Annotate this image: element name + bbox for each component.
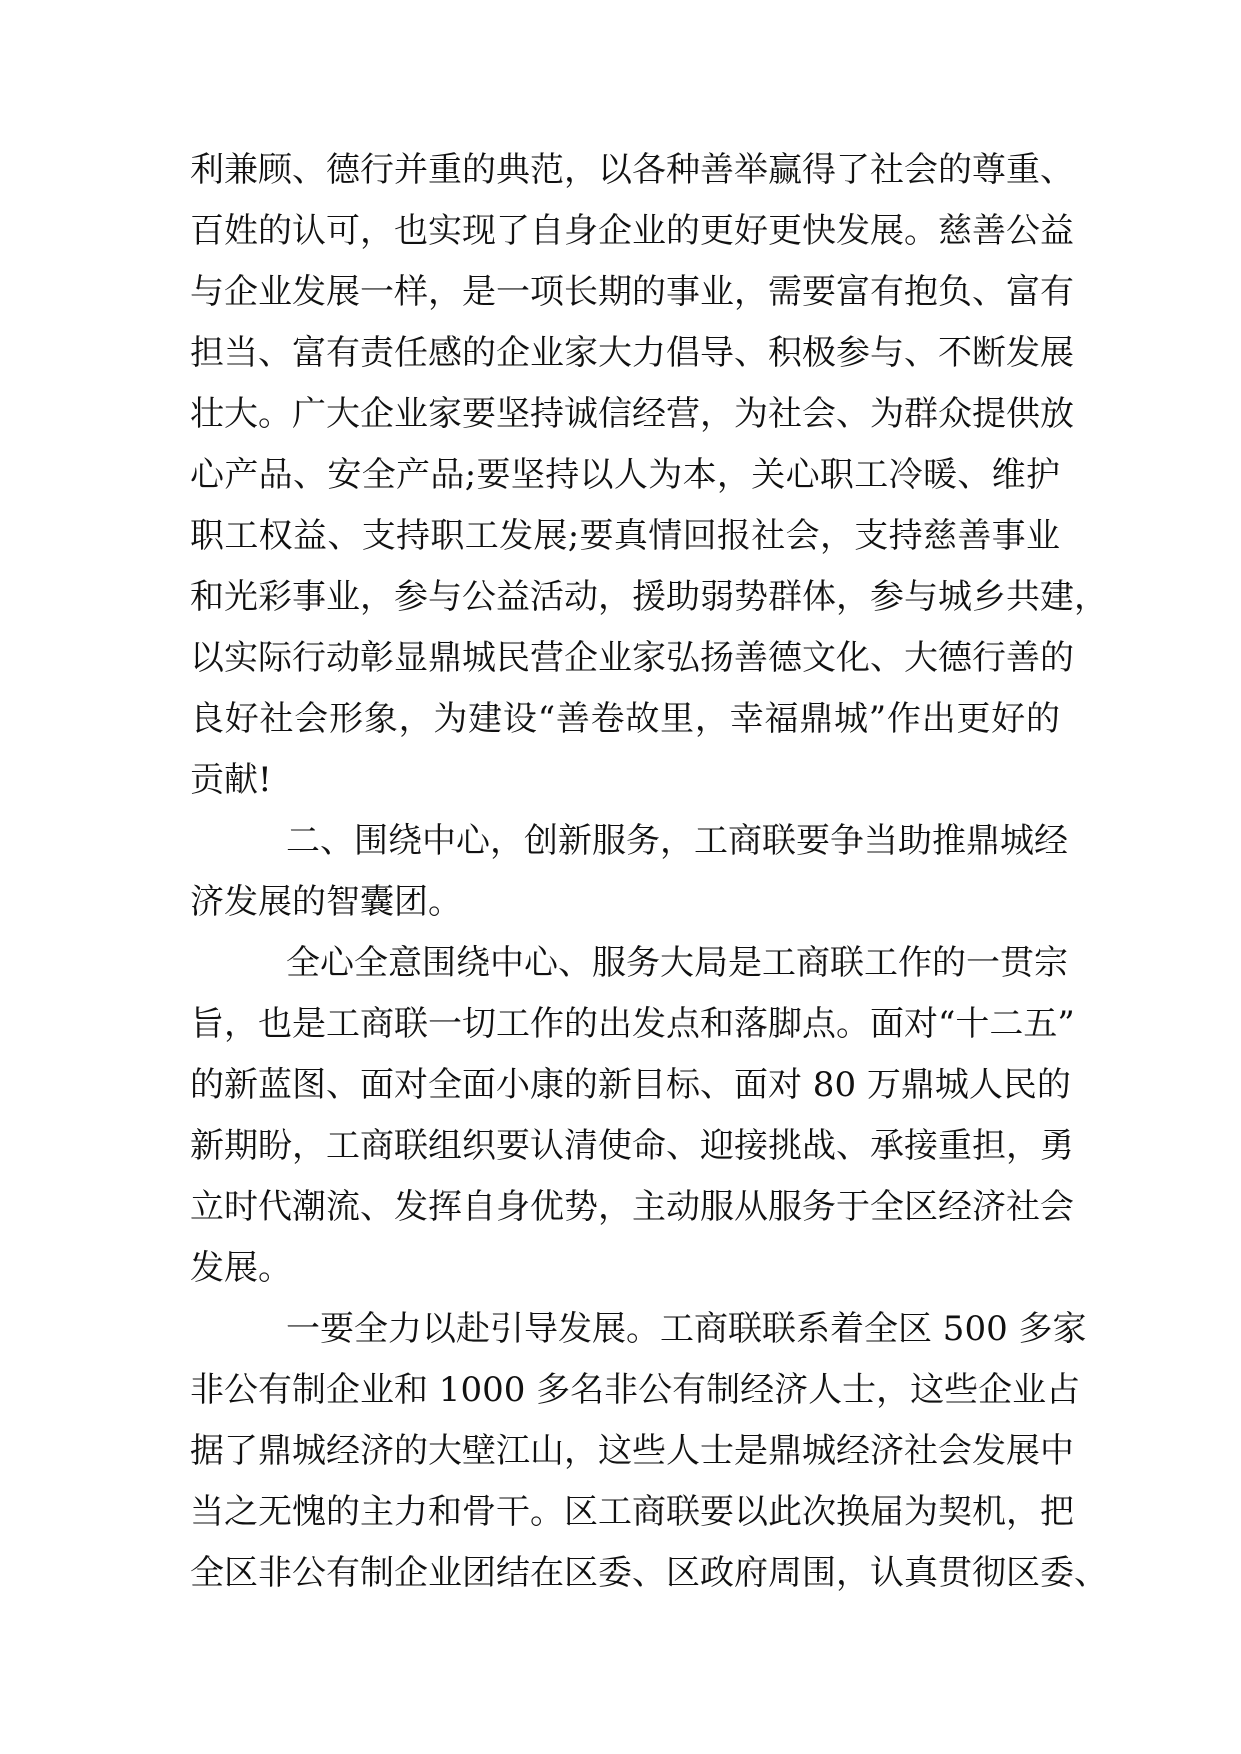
text-line: 新期盼，工商联组织要认清使命、迎接挑战、承接重担，勇: [190, 1126, 1074, 1166]
text-line: 担当、富有责任感的企业家大力倡导、积极参与、不断发展: [190, 333, 1074, 373]
body-text: [190, 140, 1108, 1604]
text-line: 立时代潮流、发挥自身优势，主动服从服务于全区经济社会: [190, 1187, 1074, 1227]
text-line: 职工权益、支持职工发展;要真情回报社会，支持慈善事业: [190, 516, 1061, 556]
text-line: 旨，也是工商联一切工作的出发点和落脚点。面对“十二五”: [190, 1004, 1075, 1044]
text-line: 良好社会形象，为建设“善卷故里，幸福鼎城”作出更好的: [190, 699, 1060, 739]
text-line: 贡献!: [190, 760, 272, 800]
text-line: 当之无愧的主力和骨干。区工商联要以此次换届为契机，把: [190, 1492, 1074, 1532]
text-line: 全区非公有制企业团结在区委、区政府周围，认真贯彻区委、: [190, 1553, 1108, 1593]
text-line: 与企业发展一样，是一项长期的事业，需要富有抱负、富有: [190, 272, 1074, 312]
text-line: 和光彩事业，参与公益活动，援助弱势群体，参与城乡共建，: [190, 577, 1108, 617]
text-line: 心产品、安全产品;要坚持以人为本，关心职工冷暖、维护: [190, 455, 1060, 495]
text-line: 壮大。广大企业家要坚持诚信经营，为社会、为群众提供放: [190, 394, 1074, 434]
text-line: 一要全力以赴引导发展。工商联联系着全区 500 多家: [286, 1309, 1087, 1349]
text-line: 发展。: [190, 1248, 292, 1288]
text-line: 百姓的认可，也实现了自身企业的更好更快发展。慈善公益: [190, 211, 1074, 251]
text-line: 全心全意围绕中心、服务大局是工商联工作的一贯宗: [286, 943, 1068, 983]
text-line: 利兼顾、德行并重的典范，以各种善举赢得了社会的尊重、: [190, 150, 1074, 190]
text-line: 据了鼎城经济的大壁江山，这些人士是鼎城经济社会发展中: [190, 1431, 1074, 1471]
text-line: 非公有制企业和 1000 多名非公有制经济人士，这些企业占: [190, 1370, 1081, 1410]
section-heading-line: 济发展的智囊团。: [190, 882, 462, 922]
text-line: 以实际行动彰显鼎城民营企业家弘扬善德文化、大德行善的: [190, 638, 1074, 678]
text-line: 的新蓝图、面对全面小康的新目标、面对 80 万鼎城人民的: [190, 1065, 1071, 1105]
section-heading-line: 二、围绕中心，创新服务，工商联要争当助推鼎城经: [286, 821, 1068, 861]
